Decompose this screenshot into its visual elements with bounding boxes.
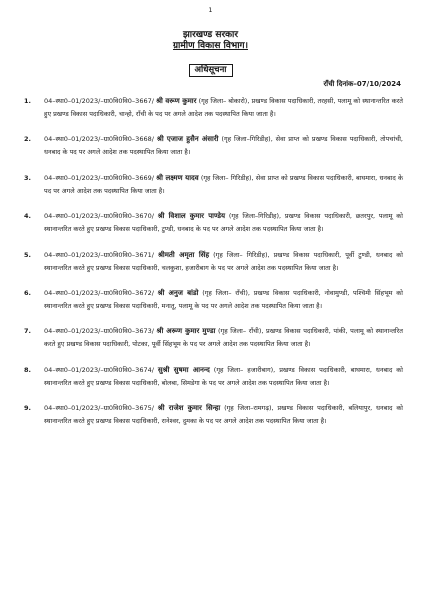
order-list (24, 95, 403, 441)
order-text (44, 210, 403, 236)
order-number: 9. (24, 404, 31, 413)
order-number: 8. (24, 365, 31, 374)
order-number: 5. (24, 250, 31, 259)
order-reference: 04–स्था0–01/2023/–ग्रा0वि0वि0–3673/ (44, 327, 154, 336)
order-number: 2. (24, 135, 31, 144)
order-item (24, 172, 403, 198)
order-reference: 04–स्था0–01/2023/–ग्रा0वि0वि0–3668/ (44, 135, 154, 144)
order-item (24, 133, 403, 159)
order-item (24, 402, 403, 428)
order-number: 3. (24, 173, 31, 182)
order-number: 4. (24, 212, 31, 221)
order-number: 6. (24, 288, 31, 297)
government-title: झारखण्ड सरकार (182, 30, 239, 40)
order-item (24, 249, 403, 275)
officer-name: श्री अरूण कुमार मुण्डा (156, 327, 216, 336)
date-line: राँची दिनांक–07/10/2024 (323, 80, 401, 88)
order-reference: 04–स्था0–01/2023/–ग्रा0वि0वि0–3670/ (44, 212, 154, 221)
order-item (24, 287, 403, 313)
department-title: ग्रामीण विकास विभाग। (172, 41, 249, 51)
order-text (44, 172, 403, 198)
page-number: 1 (208, 6, 213, 14)
order-body: (गृह जिला–रामगढ़), प्रखण्ड विकास पदाधिकारी, बलियापुर, धनबाद को स्थानान्तरित करते हुए प्रखण्ड विकास पदाधिकारी, रानेश्वर, दुमका के पद पर अगले आदेश तक पदस्थापित किया जाता है। (44, 404, 403, 426)
officer-name: श्री एजाज हुसैन अंसारी (156, 135, 219, 144)
officer-name: श्रीमती अमृता सिंह (157, 250, 210, 259)
order-item (24, 325, 403, 351)
officer-name: श्री लक्ष्मण यादव (156, 173, 199, 182)
officer-name: श्री राजेश कुमार सिन्हा (157, 404, 221, 413)
order-text (44, 325, 403, 351)
order-item (24, 364, 403, 390)
order-body: (गृह जिला– बोकारो), प्रखण्ड विकास पदाधिकारी, तरहसी, पलामू को स्थानान्तरित करते हुए प्रखण्ड विकास पदाधिकारी, चान्हो, राँची के पद पर अगले आदेश तक पदस्थापित किया जाता है। (44, 97, 403, 118)
order-reference: 04–स्था0–01/2023/–ग्रा0वि0वि0–3667/ (44, 97, 154, 105)
order-text (44, 95, 403, 121)
order-number: 1. (24, 97, 31, 105)
officer-name: सुश्री सुषमा आनन्द (157, 365, 210, 374)
order-text (44, 364, 403, 390)
order-body: (गृह जिला– गिरिडीह), प्रखण्ड विकास पदाधिकारी, पूर्वी टुण्डी, धनबाद को स्थानान्तरित करते हुए प्रखण्ड विकास पदाधिकारी, चलकुशा, हजारीबाग के पद पर अगले आदेश तक पदस्थापित किया जाता है। (44, 250, 403, 272)
officer-name: श्री वरूण कुमार (156, 97, 197, 105)
order-item (24, 210, 403, 236)
order-text (44, 249, 403, 275)
notification-label: अधिसूचना (189, 64, 233, 77)
order-item (24, 95, 403, 121)
letterhead (0, 30, 421, 77)
order-body: (गृह जिला– हजारीबाग), प्रखण्ड विकास पदाधिकारी, बाघमारा, धनबाद को स्थानान्तरित करते हुए प्रखण्ड विकास पदाधिकारी, बोलबा, सिमडेगा के पद पर अगले आदेश तक पदस्थापित किया जाता है। (44, 365, 403, 387)
order-body: (गृह जिला–गिरिडीह), सेवा प्राप्त को प्रखण्ड विकास पदाधिकारी, तोपचांची, धनबाद के पद पर अगले आदेश तक पदस्थापित किया जाता है। (44, 135, 403, 157)
order-reference: 04–स्था0–01/2023/–ग्रा0वि0वि0–3671/ (44, 250, 154, 259)
officer-name: श्री विशाल कुमार पाण्डेय (157, 212, 226, 221)
order-reference: 04–स्था0–01/2023/–ग्रा0वि0वि0–3675/ (44, 404, 154, 413)
order-number: 7. (24, 327, 31, 336)
order-reference: 04–स्था0–01/2023/–ग्रा0वि0वि0–3674/ (44, 365, 154, 374)
order-body: (गृह जिला– राँची), प्रखण्ड विकास पदाधिकारी, नोवामुण्डी, पश्चिमी सिंहभूम को स्थानान्तरित करते हुए प्रखण्ड विकास पदाधिकारी, मनातू, पलामू के पद पर अगले आदेश तक पदस्थापित किया जाता है। (44, 288, 403, 310)
order-body: (गृह जिला–गिरिडीह), प्रखण्ड विकास पदाधिकारी, छतरपुर, पलामू को स्थानान्तरित करते हुए प्रखण्ड विकास पदाधिकारी, टुण्डी, धनबाद के पद पर अगले आदेश तक पदस्थापित किया जाता है। (44, 212, 403, 234)
order-body: (गृह जिला– गिरिडीह), सेवा प्राप्त को प्रखण्ड विकास पदाधिकारी, बाघमारा, धनबाद के पद पर अगले आदेश तक पदस्थापित किया जाता है। (44, 173, 404, 195)
order-body: (गृह जिला– राँची), प्रखण्ड विकास पदाधिकारी, पांकी, पलामू को स्थानान्तरित करते हुए प्रखण्ड विकास पदाधिकारी, पोटका, पूर्वी सिंहभूम के पद पर अगले आदेश तक पदस्थापित किया जाता है। (44, 327, 403, 349)
order-text (44, 133, 403, 159)
officer-name: श्री अनुज बांडो (157, 288, 199, 297)
order-reference: 04–स्था0–01/2023/–ग्रा0वि0वि0–3669/ (44, 173, 154, 182)
order-reference: 04–स्था0–01/2023/–ग्रा0वि0वि0–3672/ (44, 288, 154, 297)
order-text (44, 287, 403, 313)
order-text (44, 402, 403, 428)
